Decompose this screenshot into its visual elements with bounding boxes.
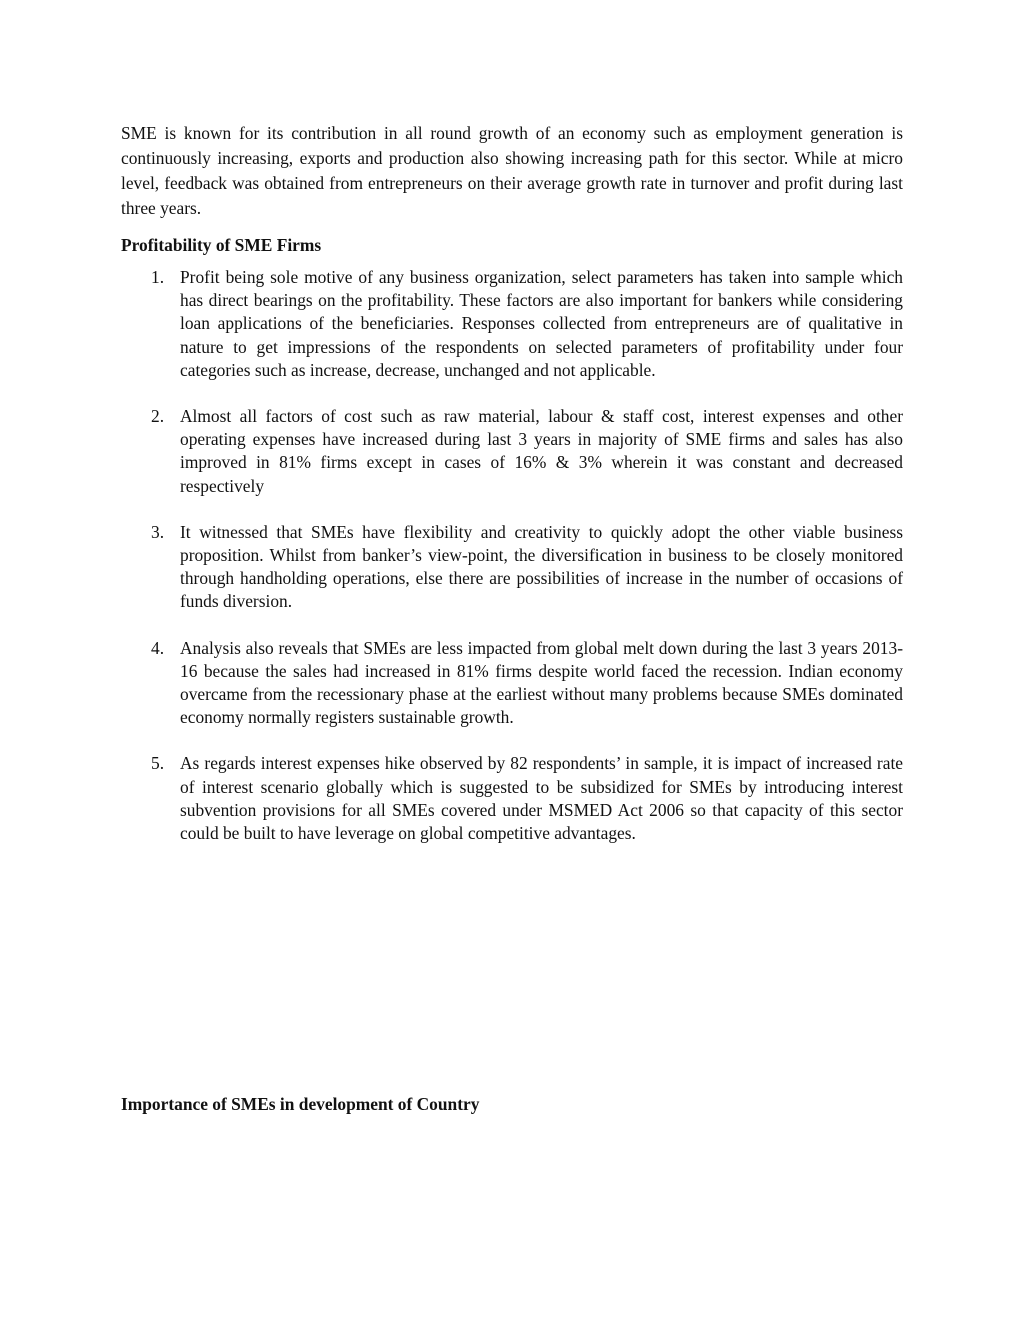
list-item-text: Analysis also reveals that SMEs are less impacted from global melt down during the last 3 years 2013-16 because the sales had increased in 81% firms despite world faced the recession. Indian economy overcame from the recessionary phase at the earliest without many problems because SMEs dominated economy normally registers sustainable growth. (180, 637, 903, 728)
list-item (121, 637, 903, 730)
list-item-number: 1. (151, 267, 165, 287)
list-item-number: 3. (151, 521, 165, 542)
list-item (121, 266, 903, 382)
profitability-list (121, 266, 903, 845)
list-item-number: 2. (151, 406, 165, 427)
list-item (121, 752, 903, 845)
list-item-text: It witnessed that SMEs have flexibility and creativity to quickly adopt the other viable business proposition. Whilst from banker’s view-point, the diversification in business to be closely monitored through handholding operations, else there are possibilities of increase in the number of occasions of funds diversion. (180, 521, 903, 612)
profitability-heading: Profitability of SME Firms (121, 235, 322, 255)
list-item (121, 405, 903, 498)
list-item-text: Almost all factors of cost such as raw material, labour & staff cost, interest expenses and other operating expenses have increased during last 3 years in majority of SME firms and sales has also improved in 81% firms except in cases of 16% & 3% wherein it was constant and decreased respectively (180, 406, 903, 496)
list-item (121, 521, 903, 614)
list-item-number: 4. (151, 637, 165, 658)
intro-paragraph: SME is known for its contribution in all round growth of an economy such as employment generation is continuously increasing, exports and production also showing increasing path for this sector. While at micro level, feedback was obtained from entrepreneurs on their average growth rate in turnover and profit during last three years. (121, 123, 903, 218)
list-item-text: Profit being sole motive of any business organization, select parameters has taken into sample which has direct bearings on the profitability. These factors are also important for bankers while considering loan applications of the beneficiaries. Responses collected from entrepreneurs are of qualitative in nature to get impressions of the respondents on selected parameters of profitability under four categories such as increase, decrease, unchanged and not applicable. (180, 267, 903, 380)
list-item-text: As regards interest expenses hike observed by 82 respondents’ in sample, it is impact of increased rate of interest scenario globally which is suggested to be subsidized for SMEs by introducing interest subvention provisions for all SMEs covered under MSMED Act 2006 so that capacity of this sector could be built to have leverage on global competitive advantages. (180, 753, 903, 844)
importance-heading: Importance of SMEs in development of Country (121, 1094, 480, 1114)
list-item-number: 5. (151, 753, 165, 774)
